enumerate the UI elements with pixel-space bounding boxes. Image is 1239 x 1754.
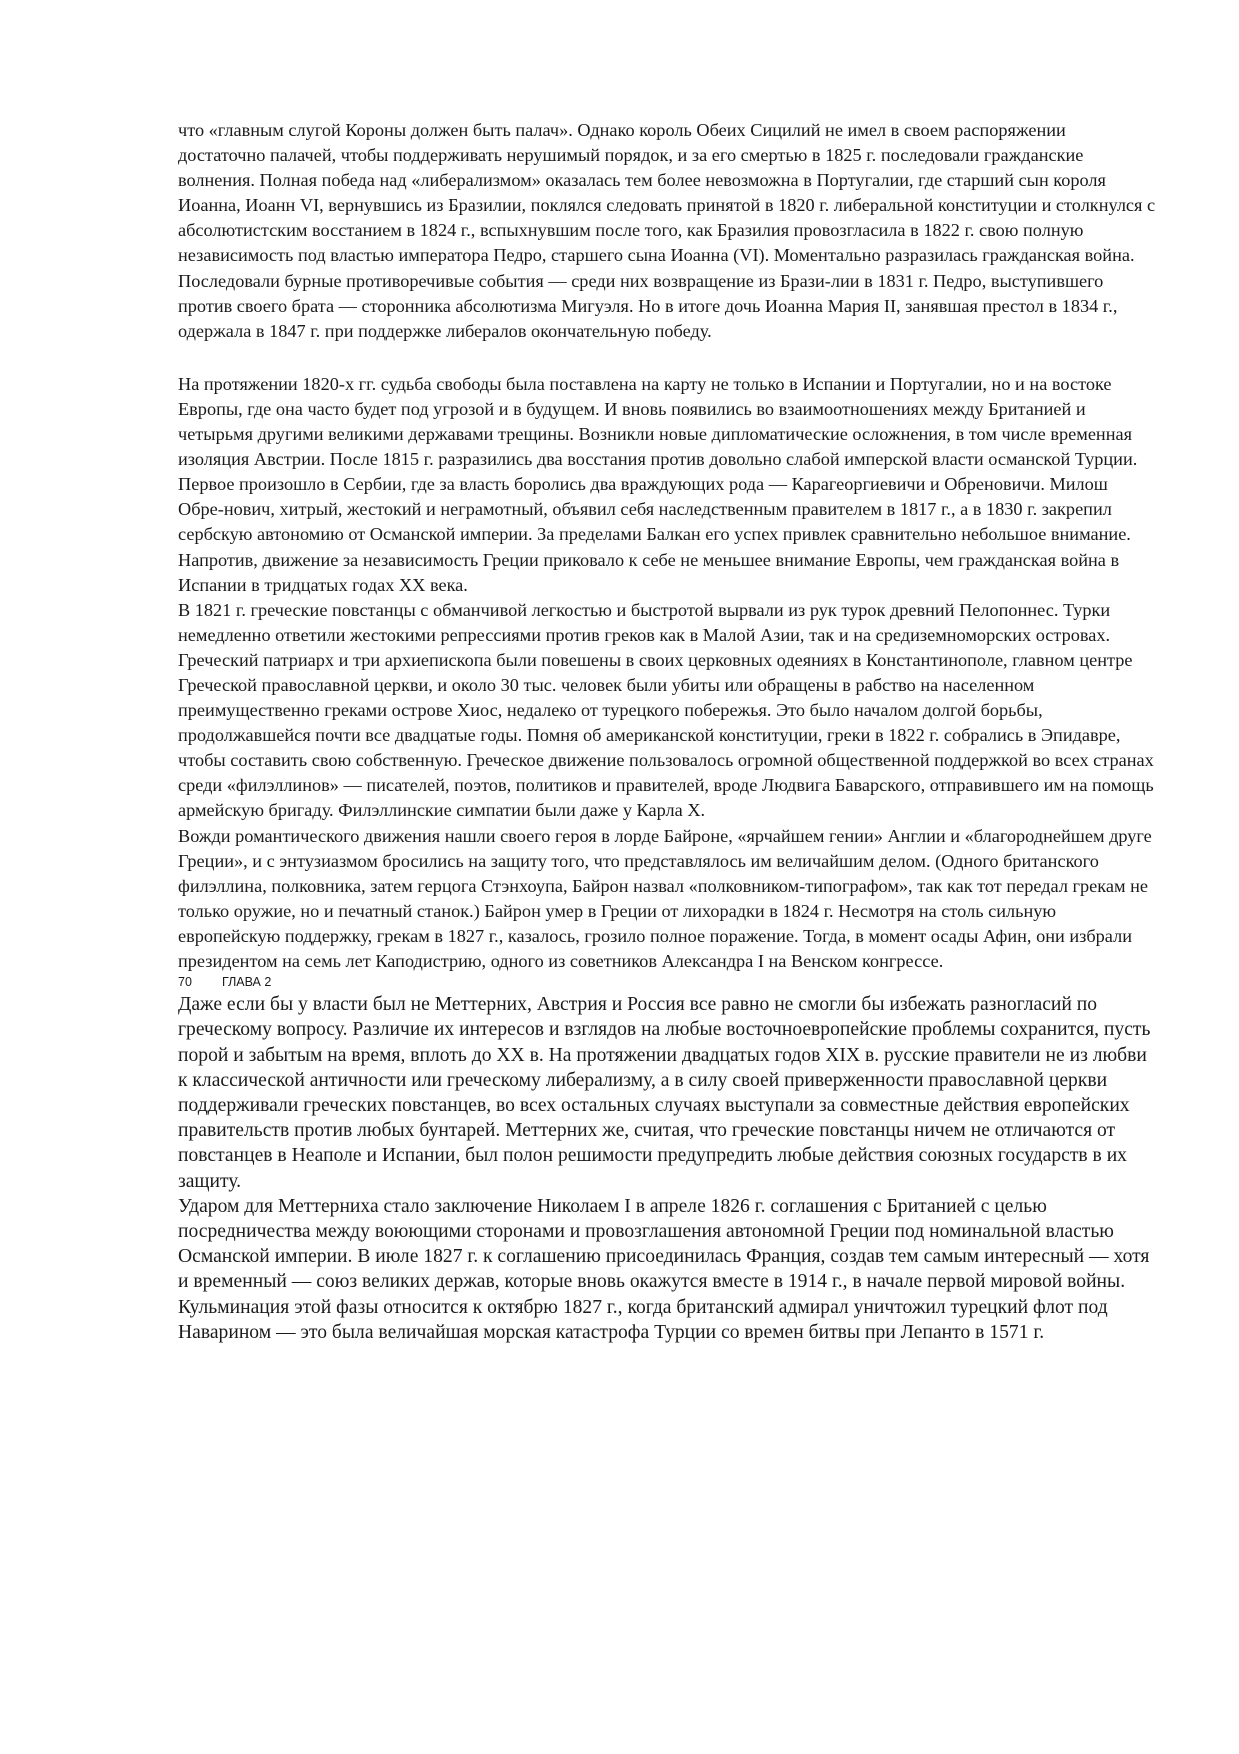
chapter-title: ГЛАВА 2	[222, 975, 272, 990]
paragraph: что «главным слугой Короны должен быть палач». Однако король Обеих Сицилий не имел в своем распоряжении достаточно палачей, чтобы поддерживать нерушимый порядок, и за его смертью в 1825 г. последовали гражданские волнения. Полная победа над «либерализмом» оказалась тем более невозможна в Португалии, где старший сын короля Иоанна, Иоанн VI, вернувшись из Бразилии, поклялся следовать принятой в 1820 г. либеральной конституции и столкнулся с абсолютистским восстанием в 1824 г., вспыхнувшим после того, как Бразилия провозгласила в 1822 г. свою полную независимость под властью императора Педро, старшего сына Иоанна (VI). Моментально разразилась гражданская война. Последовали бурные противоречивые события — среди них возвращение из Брази-лии в 1831 г. Педро, выступившего против своего брата — сторонника абсолютизма Мигуэля. Но в итоге дочь Иоанна Мария II, занявшая престол в 1834 г., одержала в 1847 г. при поддержке либералов окончательную победу.	[178, 120, 1156, 341]
paragraph: На протяжении 1820-х гг. судьба свободы была поставлена на карту не только в Испании и Португалии, но и на востоке Европы, где она часто будет под угрозой и в будущем. И вновь появились во взаимоотношениях между Британией и четырьмя другими великими державами трещины. Возникли новые дипломатические осложнения, в том числе временная изоляция Австрии. После 1815 г. разразились два восстания против довольно слабой имперской власти османской Турции. Первое произошло в Сербии, где за власть боролись два враждующих рода — Карагеоргиевичи и Обреновичи. Милош Обре-нович, хитрый, жестокий и неграмотный, объявил себя наследственным правителем в 1817 г., а в 1830 г. закрепил сербскую автономию от Османской империи. За пределами Балкан его успех привлек сравнительно небольшое внимание. Напротив, движение за независимость Греции приковало к себе не меньшее внимание Европы, чем гражданская война в Испании в тридцатых годах XX века.	[178, 373, 1138, 595]
book-page	[178, 118, 1156, 1345]
paragraph: Ударом для Меттерниха стало заключение Николаем I в апреле 1826 г. соглашения с Британией с целью посредничества между воюющими сторонами и провозглашения автономной Греции под номинальной властью Османской империи. В июле 1827 г. к соглашению присоединилась Франция, создав тем самым интересный — хотя и временный — союз великих держав, которые вновь окажутся вместе в 1914 г., в начале первой мировой войны. Кульминация этой фазы относится к октябрю 1827 г., когда британский адмирал уничтожил турецкий флот под Наварином — это была величайшая морская катастрофа Турции со времен битвы при Лепанто в 1571 г.	[178, 1195, 1150, 1343]
paragraph: Вожди романтического движения нашли своего героя в лорде Байроне, «ярчайшем гении» Англии и «благороднейшем друге Греции», и с энтузиазмом бросились на защиту того, что представлялось им величайшим делом. (Одного британского филэллина, полковника, затем герцога Стэнхоупа, Байрон назвал «полковником-типографом», так как тот передал грекам не только оружие, но и печатный станок.) Байрон умер в Греции от лихорадки в 1824 г. Несмотря на столь сильную европейскую поддержку, грекам в 1827 г., казалось, грозило полное поражение. Тогда, в момент осады Афин, они избрали президентом на семь лет Каподистрию, одного из советников Александра I на Венском конгрессе.	[178, 825, 1152, 971]
paragraph-gap	[178, 344, 1156, 372]
paragraph: Даже если бы у власти был не Меттерних, Австрия и Россия все равно не смогли бы избежать разногласий по греческому вопросу. Различие их интересов и взглядов на любые восточноевропейские проблемы сохранится, пусть порой и забытым на время, вплоть до XX в. На протяжении двадцатых годов XIX в. русские правители не из любви к классической античности или греческому либерализму, а в силу своей приверженности православной церкви поддерживали греческих повстанцев, во всех остальных случаях выступали за совместные действия европейских правительств против любых бунтарей. Меттерних же, считая, что греческие повстанцы ничем не отличаются от повстанцев в Неаполе и Испании, был полон решимости предупредить любые действия союзных государств в их защиту.	[178, 994, 1151, 1192]
paragraph: В 1821 г. греческие повстанцы с обманчивой легкостью и быстротой вырвали из рук турок древний Пелопоннес. Турки немедленно ответили жестокими репрессиями против греков как в Малой Азии, так и на средиземноморских островах. Греческий патриарх и три архиепископа были повешены в своих церковных одеяниях в Константинополе, главном центре Греческой православной церкви, и около 30 тыс. человек были убиты или обращены в рабство на населенном преимущественно греками острове Хиос, недалеко от турецкого побережья. Это было началом долгой борьбы, продолжавшейся почти все двадцатые годы. Помня об американской конституции, греки в 1822 г. собрались в Эпидавре, чтобы составить свою собственную. Греческое движение пользовалось огромной общественной поддержкой во всех странах среди «филэллинов» — писателей, поэтов, политиков и правителей, вроде Людвига Баварского, отправившего им на помощь армейскую бригаду. Филэллинские симпатии были даже у Карла X.	[178, 599, 1154, 821]
page-number: 70	[178, 975, 192, 990]
running-head	[178, 974, 1156, 990]
